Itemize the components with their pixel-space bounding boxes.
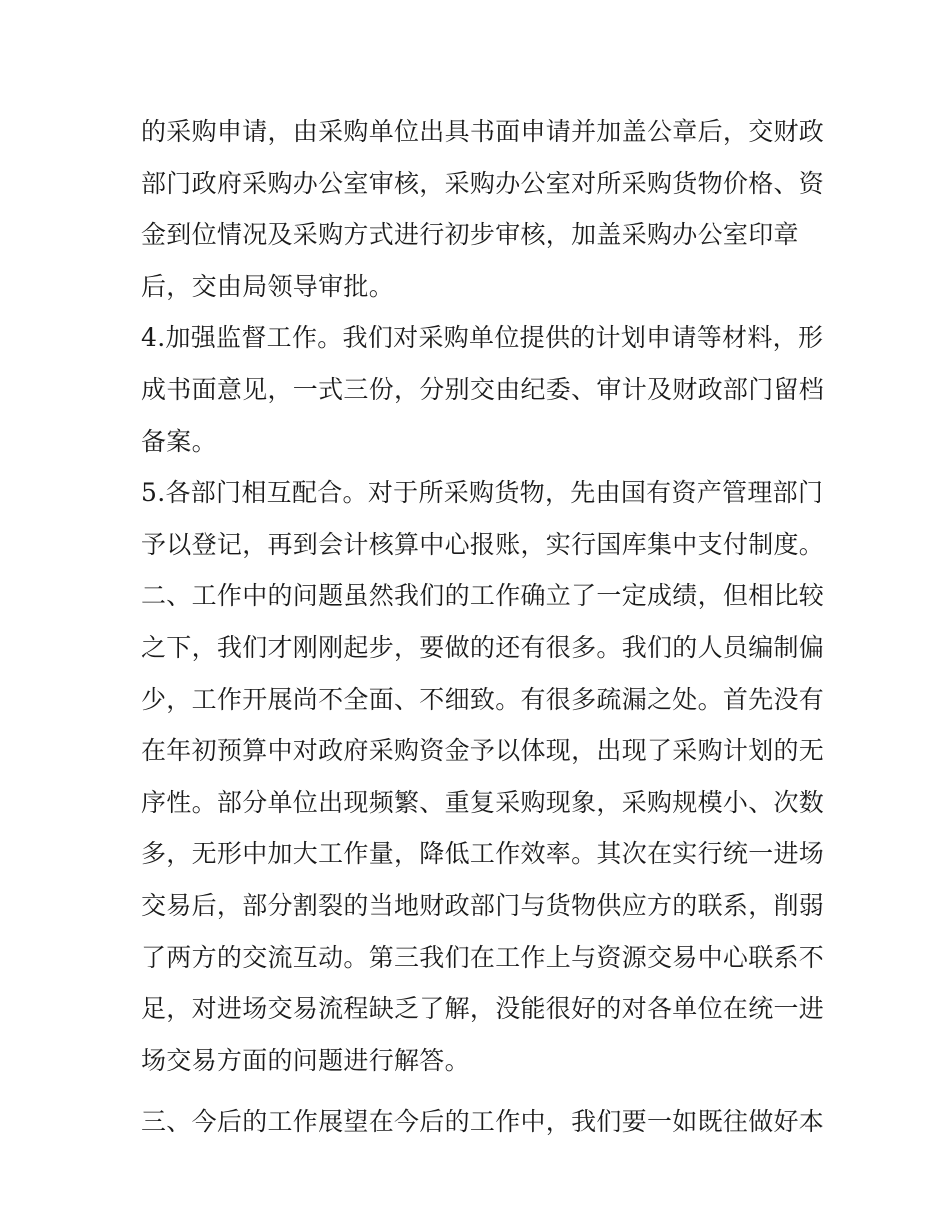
text-line: 金到位情况及采购方式进行初步审核，加盖采购办公室印章 [141, 220, 799, 250]
text-line: 序性。部分单位出现频繁、重复采购现象，采购规模小、次数 [141, 787, 825, 817]
text-line: 备案。 [141, 426, 217, 456]
text-line: 之下，我们才刚刚起步，要做的还有很多。我们的人员编制偏 [141, 632, 825, 662]
text-line: 在年初预算中对政府采购资金予以体现，出现了采购计划的无 [141, 736, 825, 766]
text-line: 二、工作中的问题虽然我们的工作确立了一定成绩，但相比较 [141, 581, 825, 611]
text-line: 的采购申请，由采购单位出具书面申请并加盖公章后，交财政 [141, 117, 825, 146]
text-line: 场交易方面的问题进行解答。 [141, 1045, 470, 1075]
text-line: 后，交由局领导审批。 [141, 271, 395, 301]
text-line: 足，对进场交易流程缺乏了解，没能很好的对各单位在统一进 [141, 994, 825, 1024]
text-line: 4.加强监督工作。我们对采购单位提供的计划申请等材料，形 [141, 323, 824, 353]
text-line: 5.各部门相互配合。对于所采购货物，先由国有资产管理部门 [141, 478, 824, 508]
text-line: 三、今后的工作展望在今后的工作中，我们要一如既往做好本 [141, 1107, 825, 1137]
text-line: 成书面意见，一式三份，分别交由纪委、审计及财政部门留档 [141, 374, 825, 404]
body-text [141, 106, 825, 1148]
text-line: 多，无形中加大工作量，降低工作效率。其次在实行统一进场 [141, 839, 825, 869]
text-line: 少，工作开展尚不全面、不细致。有很多疏漏之处。首先没有 [141, 684, 825, 714]
text-line: 予以登记，再到会计核算中心报账，实行国库集中支付制度。 [141, 529, 825, 559]
text-line: 交易后，部分割裂的当地财政部门与货物供应方的联系，削弱 [141, 890, 825, 920]
text-line: 了两方的交流互动。第三我们在工作上与资源交易中心联系不 [141, 942, 825, 972]
text-line: 部门政府采购办公室审核，采购办公室对所采购货物价格、资 [141, 168, 825, 198]
